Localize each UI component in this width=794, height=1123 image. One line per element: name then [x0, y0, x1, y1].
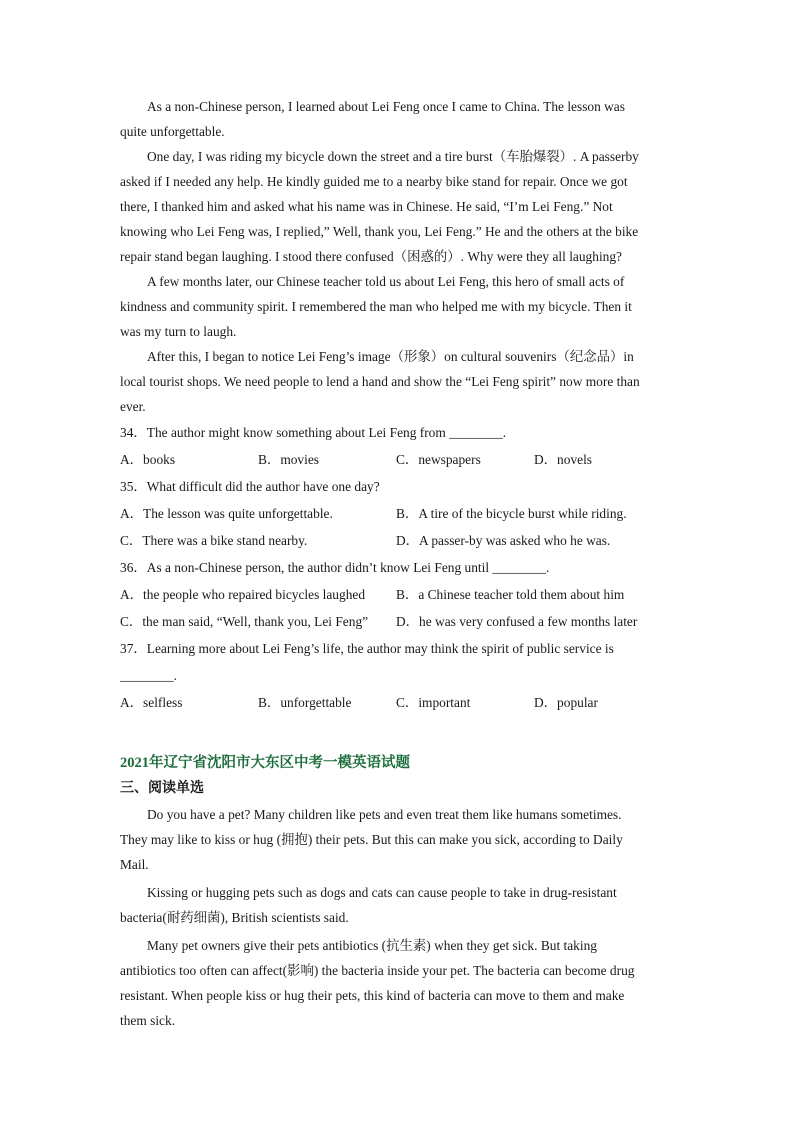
question-stem: 35．What difficult did the author have one day?: [120, 479, 380, 494]
text-line: After this, I began to notice Lei Feng’s image（形象）on cultural souvenirs（纪念品）in: [147, 349, 634, 364]
answer-options-row-2: [120, 608, 668, 635]
option-a[interactable]: A．The lesson was quite unforgettable.: [120, 506, 333, 521]
text-line: there, I thanked him and asked what his name was in Chinese. He said, “I’m Lei Feng.” Not: [120, 199, 613, 214]
passage-1-paragraph-4: [120, 344, 668, 419]
option-b[interactable]: B．A tire of the bicycle burst while riding.: [396, 506, 627, 521]
question-37: [120, 635, 668, 716]
question-stem: 36．As a non-Chinese person, the author didn’t know Lei Feng until ________.: [120, 560, 550, 575]
option-d[interactable]: D．popular: [534, 695, 598, 710]
text-line: antibiotics too often can affect(影响) the bacteria inside your pet. The bacteria can become drug: [120, 963, 635, 978]
question-stem-continued: ________.: [120, 668, 177, 683]
option-d[interactable]: D．A passer-by was asked who he was.: [396, 533, 611, 548]
option-c[interactable]: C．important: [396, 695, 471, 710]
passage-2-paragraph-3: [120, 933, 668, 1033]
question-35: [120, 473, 668, 554]
answer-options: [120, 446, 668, 473]
option-c[interactable]: C．There was a bike stand nearby.: [120, 533, 308, 548]
option-a[interactable]: A．selfless: [120, 695, 183, 710]
question-34: [120, 419, 668, 473]
option-d[interactable]: D．he was very confused a few months later: [396, 614, 638, 629]
option-d[interactable]: D．novels: [534, 452, 593, 467]
answer-options-row-1: [120, 500, 668, 527]
text-line: A few months later, our Chinese teacher told us about Lei Feng, this hero of small acts of: [147, 274, 625, 289]
text-line: was my turn to laugh.: [120, 324, 237, 339]
question-stem: 37．Learning more about Lei Feng’s life, the author may think the spirit of public service is: [120, 641, 614, 656]
text-line: Kissing or hugging pets such as dogs and cats can cause people to take in drug-resistant: [147, 885, 617, 900]
answer-options-row-1: [120, 581, 668, 608]
answer-options: [120, 689, 668, 716]
text-line: One day, I was riding my bicycle down the street and a tire burst（车胎爆裂）. A passerby: [147, 149, 639, 164]
option-b[interactable]: B．movies: [258, 452, 320, 467]
text-line: Do you have a pet? Many children like pets and even treat them like humans sometimes.: [147, 807, 622, 822]
text-line: They may like to kiss or hug (拥抱) their pets. But this can make you sick, according to Daily: [120, 832, 623, 847]
text-line: resistant. When people kiss or hug their pets, this kind of bacteria can move to them and make: [120, 988, 625, 1003]
text-line: Many pet owners give their pets antibiotics (抗生素) when they get sick. But taking: [147, 938, 597, 953]
question-stem: 34．The author might know something about Lei Feng from ________.: [120, 425, 507, 440]
text-line: As a non-Chinese person, I learned about Lei Feng once I came to China. The lesson was: [147, 99, 625, 114]
passage-1-paragraph-1: [120, 94, 668, 144]
passage-2-paragraph-2: [120, 880, 668, 930]
option-b[interactable]: B．unforgettable: [258, 695, 352, 710]
passage-1-paragraph-3: [120, 269, 668, 344]
option-c[interactable]: C．newspapers: [396, 452, 481, 467]
option-a[interactable]: A．the people who repaired bicycles laughed: [120, 587, 366, 602]
text-line: knowing who Lei Feng was, I replied,” Well, thank you, Lei Feng.” He and the others at the bike: [120, 224, 639, 239]
text-line: bacteria(耐药细菌), British scientists said.: [120, 910, 349, 925]
text-line: ever.: [120, 399, 146, 414]
passage-2-paragraph-1: [120, 802, 668, 877]
section-subtitle: 三、阅读单选: [120, 781, 204, 796]
text-line: them sick.: [120, 1013, 176, 1028]
passage-2: [120, 802, 668, 1033]
text-line: local tourist shops. We need people to lend a hand and show the “Lei Feng spirit” now more than: [120, 374, 640, 389]
text-line: asked if I needed any help. He kindly guided me to a nearby bike stand for repair. Once we got: [120, 174, 628, 189]
text-line: kindness and community spirit. I remembered the man who helped me with my bicycle. Then it: [120, 299, 632, 314]
section-title: 2021年辽宁省沈阳市大东区中考一模英语试题: [120, 755, 410, 771]
question-36: [120, 554, 668, 635]
option-a[interactable]: A．books: [120, 452, 176, 467]
content-area: [120, 94, 668, 1036]
text-line: repair stand began laughing. I stood there confused（困惑的）. Why were they all laughing?: [120, 249, 623, 264]
answer-options-row-2: [120, 527, 668, 554]
text-line: quite unforgettable.: [120, 124, 225, 139]
option-c[interactable]: C．the man said, “Well, thank you, Lei Feng”: [120, 614, 369, 629]
text-line: Mail.: [120, 857, 149, 872]
passage-1-paragraph-2: [120, 144, 668, 269]
passage-1: [120, 94, 668, 419]
option-b[interactable]: B．a Chinese teacher told them about him: [396, 587, 625, 602]
